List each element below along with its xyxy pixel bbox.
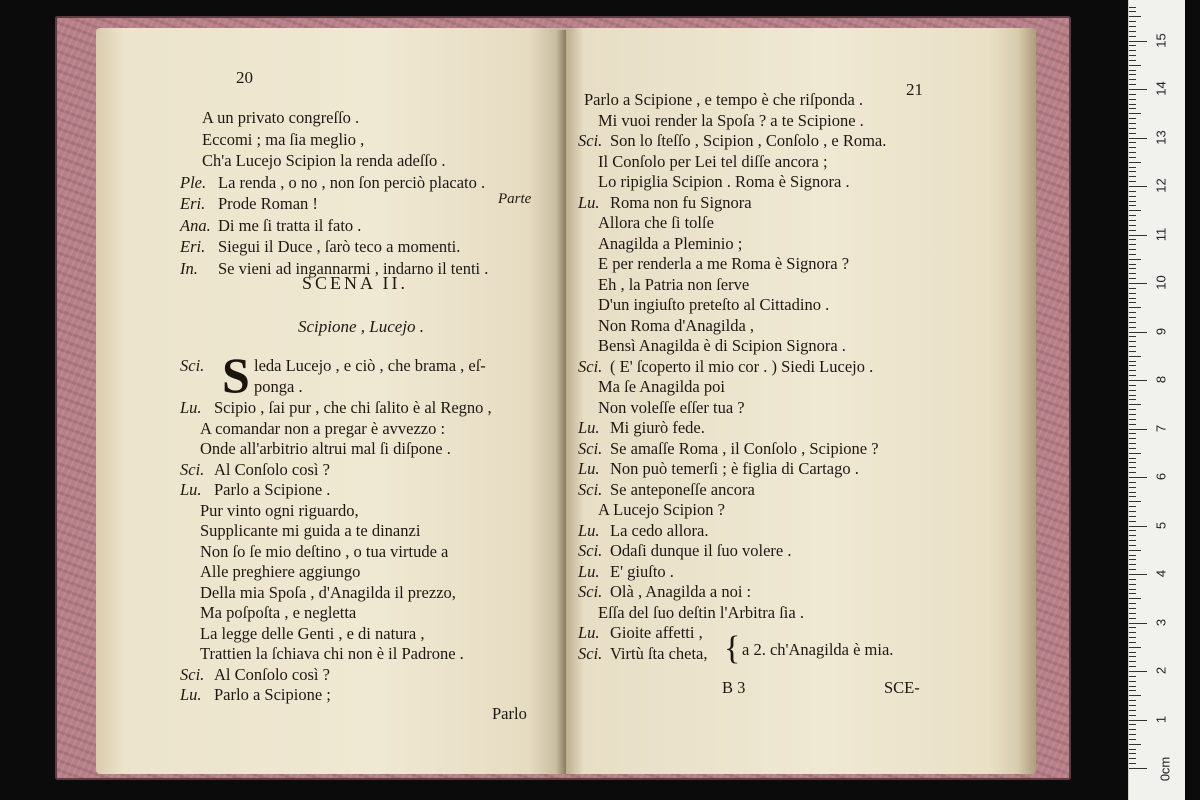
verse-line: Della mia Spoſa , d'Anagilda il prezzo, <box>200 582 456 602</box>
verse-line: Lo ripiglia Scipion . Roma è Signora . <box>598 172 850 191</box>
ruler-tick <box>1129 739 1136 740</box>
verse-line: Parlo a Scipione . <box>214 480 331 499</box>
ruler-tick <box>1129 249 1136 250</box>
signature-mark: B 3 <box>722 678 746 697</box>
ruler-tick <box>1129 734 1136 735</box>
ruler-tick <box>1129 123 1136 124</box>
ruler-tick <box>1129 108 1136 109</box>
ruler-tick <box>1129 511 1136 512</box>
ruler-tick <box>1129 608 1136 609</box>
right-page <box>566 28 1036 774</box>
ruler-tick <box>1129 467 1136 468</box>
ruler-tick <box>1129 584 1136 585</box>
ruler-tick <box>1129 637 1136 638</box>
verse-line: Scipio , ſai pur , che chi ſalito è al Regno , <box>214 398 492 417</box>
first-line: leda Lucejo , e ciò , che brama , eſ- <box>254 356 486 375</box>
ruler-tick <box>1129 487 1136 488</box>
verse-line: A Lucejo Scipion ? <box>598 500 725 519</box>
ruler-tick <box>1129 361 1136 362</box>
ruler-tick <box>1129 113 1141 114</box>
verse-line: Onde all'arbitrio altrui mal ſi diſpone . <box>200 439 451 458</box>
ruler-tick <box>1129 443 1136 444</box>
ruler-tick <box>1129 409 1136 410</box>
ruler-tick <box>1129 404 1141 405</box>
verse-line: Alle preghiere aggiungo <box>200 562 361 581</box>
ruler-number: 10 <box>1153 275 1169 290</box>
ruler-tick <box>1129 613 1136 614</box>
ruler-tick <box>1129 574 1147 575</box>
ruler-tick <box>1129 50 1136 51</box>
verse-line: Se amaſſe Roma , il Conſolo , Scipione ? <box>610 438 879 458</box>
ruler-tick <box>1129 268 1136 269</box>
ruler-tick <box>1129 569 1136 570</box>
ruler-tick <box>1129 385 1136 386</box>
speaker-label: In. <box>180 258 198 278</box>
ruler-tick <box>1129 45 1136 46</box>
ruler-tick <box>1129 36 1136 37</box>
ruler-number: 15 <box>1153 32 1169 48</box>
ruler-tick <box>1129 564 1136 565</box>
ruler-tick <box>1129 147 1136 148</box>
ruler-tick <box>1129 341 1136 342</box>
drop-cap: S <box>222 347 250 403</box>
speaker-label: Sci. <box>578 131 603 150</box>
speaker-label: Lu. <box>578 192 600 212</box>
ruler-tick <box>1129 462 1136 463</box>
ruler-tick <box>1129 128 1136 129</box>
ruler-tick <box>1129 720 1147 721</box>
ruler-number: 2 <box>1153 666 1169 675</box>
verse-line: La cedo allora. <box>610 520 709 540</box>
ruler-tick <box>1129 351 1136 352</box>
verse-line: Eſſa del ſuo deſtin l'Arbitra ſia . <box>598 602 804 622</box>
ruler-tick <box>1129 506 1136 507</box>
ruler-tick <box>1129 429 1147 430</box>
ruler-tick <box>1129 41 1147 42</box>
left-page <box>96 28 566 774</box>
verse-line: Trattien la ſchiava chi non è il Padrone . <box>200 644 464 663</box>
ruler-tick <box>1129 414 1136 415</box>
ruler-tick <box>1129 171 1136 172</box>
ruler-tick <box>1129 142 1136 143</box>
ruler-number: 7 <box>1153 424 1169 432</box>
verse-line: Siegui il Duce , ſarò teco a momenti. <box>218 237 461 256</box>
verse-line: Allora che ſi tolſe <box>598 213 714 232</box>
verse-line: Virtù ſta cheta, <box>610 643 708 663</box>
ruler-tick <box>1129 753 1136 754</box>
right-catchword: SCE- <box>884 678 920 697</box>
ruler-tick <box>1129 671 1147 672</box>
verse-line: Gioite affetti , <box>610 623 703 642</box>
speaker-label: Lu. <box>578 561 600 581</box>
verse-line: Mi vuoi render la Spoſa ? a te Scipione . <box>598 110 864 130</box>
verse-line: Non Roma d'Anagilda , <box>598 315 755 335</box>
verse-line: A un privato congreſſo . <box>202 108 360 127</box>
ruler-tick <box>1129 288 1136 289</box>
verse-line: Il Conſolo per Lei tel diſſe ancora ; <box>598 151 828 171</box>
verse-line: Supplicante mi guida a te dinanzi <box>200 521 421 540</box>
verse-line: Roma non fu Signora <box>610 192 752 212</box>
ruler-tick <box>1129 477 1147 478</box>
verse-line: Ma ſe Anagilda poi <box>598 377 725 396</box>
ruler-tick <box>1129 21 1136 22</box>
stage-direction: Parte <box>498 191 532 207</box>
ruler-tick <box>1129 312 1136 313</box>
ruler-tick <box>1129 181 1136 182</box>
verse-line: Di me ſi tratta il fato . <box>218 215 362 235</box>
ruler-tick <box>1129 196 1136 197</box>
ruler-tick <box>1129 472 1136 473</box>
ruler-tick <box>1129 666 1136 667</box>
speaker-label: Sci. <box>578 479 603 499</box>
ruler-tick <box>1129 370 1136 371</box>
ruler-tick <box>1129 254 1136 255</box>
scene-characters: Scipione , Lucejo . <box>298 317 425 336</box>
ruler-tick <box>1129 332 1147 333</box>
speaker-label: Lu. <box>578 459 600 478</box>
speaker-label: Ana. <box>180 215 211 235</box>
ruler-tick <box>1129 642 1136 643</box>
speaker-label: Sci. <box>578 438 603 458</box>
ruler-tick <box>1129 210 1141 211</box>
ruler-tick <box>1129 758 1136 759</box>
right-page-number: 21 <box>906 80 923 99</box>
verse-line: E' giuſto . <box>610 561 674 581</box>
ruler-tick <box>1129 293 1136 294</box>
verse-line: Anagilda a Pleminio ; <box>598 233 743 253</box>
verse-line: Non ſo ſe mio deſtino , o tua virtude a <box>200 541 449 561</box>
speaker-label: Sci. <box>578 582 603 601</box>
ruler-tick <box>1129 327 1136 328</box>
verse-line: Bensì Anagilda è di Scipion Signora . <box>598 336 846 355</box>
brace: { <box>724 630 741 667</box>
verse-line: Al Conſolo così ? <box>214 459 330 479</box>
verse-line: Ma poſpoſta , e negletta <box>200 603 357 622</box>
speaker-label: Lu. <box>180 685 202 704</box>
ruler-tick <box>1129 26 1136 27</box>
ruler-tick <box>1129 521 1136 522</box>
ruler-tick <box>1129 191 1136 192</box>
ruler-tick <box>1129 647 1141 648</box>
ruler-tick <box>1129 7 1136 8</box>
ruler-tick <box>1129 540 1136 541</box>
ruler-number: 14 <box>1153 81 1169 96</box>
speaker-label: Lu. <box>578 623 600 642</box>
ruler-tick <box>1129 453 1141 454</box>
ruler-tick <box>1129 555 1136 556</box>
verse-line: Non voleſſe eſſer tua ? <box>598 397 745 417</box>
ruler-number: 11 <box>1153 227 1169 241</box>
ruler-number: 6 <box>1153 472 1169 481</box>
ruler-tick <box>1129 579 1136 580</box>
speaker-label: Sci. <box>180 664 205 684</box>
ruler-tick <box>1129 259 1141 260</box>
ruler-tick <box>1129 496 1136 497</box>
verse-line: Ch'a Lucejo Scipion la renda adeſſo . <box>202 151 446 170</box>
ruler-number: 0 <box>1157 773 1173 782</box>
ruler-tick <box>1129 695 1141 696</box>
verse-line: Al Conſolo così ? <box>214 664 330 684</box>
ruler-tick <box>1129 458 1136 459</box>
ruler-tick <box>1129 375 1136 376</box>
ruler-tick <box>1129 492 1136 493</box>
ruler-tick <box>1129 133 1136 134</box>
ruler-tick <box>1129 220 1136 221</box>
ruler-tick <box>1129 239 1136 240</box>
ruler-tick <box>1129 598 1141 599</box>
ruler-tick <box>1129 278 1136 279</box>
ruler-tick <box>1129 399 1136 400</box>
ruler-tick <box>1129 632 1136 633</box>
ruler-number: 5 <box>1153 521 1169 529</box>
ruler-tick <box>1129 11 1136 12</box>
ruler-tick <box>1129 705 1136 706</box>
ruler-tick <box>1129 70 1136 71</box>
ruler-tick <box>1129 482 1136 483</box>
speaker-label: Sci. <box>180 459 205 479</box>
ruler-tick <box>1129 501 1141 502</box>
speaker-label: Sci. <box>578 643 603 663</box>
ruler-tick <box>1129 99 1136 100</box>
ruler-tick <box>1129 31 1136 32</box>
left-catchword: Parlo <box>492 704 527 723</box>
ruler-tick <box>1129 302 1136 303</box>
ruler-tick <box>1129 559 1136 560</box>
ruler-tick <box>1129 244 1136 245</box>
ruler-tick <box>1129 84 1136 85</box>
ruler-tick <box>1129 79 1136 80</box>
ruler-tick <box>1129 686 1136 687</box>
ruler-tick <box>1129 317 1136 318</box>
verse-line: A comandar non a pregar è avvezzo : <box>200 418 446 438</box>
second-line: ponga . <box>254 377 303 396</box>
ruler-tick <box>1129 273 1136 274</box>
ruler-tick <box>1129 167 1136 168</box>
ruler-tick <box>1129 336 1136 337</box>
ruler-tick <box>1129 438 1136 439</box>
ruler-tick <box>1129 157 1136 158</box>
ruler-tick <box>1129 516 1136 517</box>
verse-line: Eccomi ; ma ſia meglio , <box>202 129 365 149</box>
first-speaker: Sci. <box>180 356 205 375</box>
ruler-tick <box>1129 433 1136 434</box>
ruler-number: 9 <box>1153 327 1169 335</box>
ruler-tick <box>1129 749 1136 750</box>
ruler-tick <box>1129 283 1147 284</box>
ruler-tick <box>1129 419 1136 420</box>
speaker-label: Lu. <box>578 520 600 540</box>
verse-line: D'un ingiuſto preteſto al Cittadino . <box>598 295 830 314</box>
ruler-tick <box>1129 94 1136 95</box>
ruler-tick <box>1129 448 1136 449</box>
ruler-number: 13 <box>1153 129 1169 145</box>
ruler-tick <box>1129 623 1147 624</box>
speaker-label: Eri. <box>180 194 206 213</box>
ruler-tick <box>1129 530 1136 531</box>
ruler-tick <box>1129 380 1147 381</box>
ruler-tick <box>1129 264 1136 265</box>
ruler-tick <box>1129 729 1136 730</box>
ruler-tick <box>1129 661 1136 662</box>
ruler-tick <box>1129 535 1136 536</box>
verse-line: Parlo a Scipione ; <box>214 685 331 704</box>
ruler-tick <box>1129 298 1136 299</box>
ruler-tick <box>1129 152 1136 153</box>
verse-line: ( E' ſcoperto il mio cor . ) Siedi Lucejo . <box>610 356 874 376</box>
ruler-number: 12 <box>1153 178 1169 193</box>
speaker-label: Lu. <box>578 418 600 437</box>
ruler-tick <box>1129 656 1136 657</box>
verse-line: Non può temerſi ; è figlia di Cartago . <box>610 459 859 478</box>
verse-line: La legge delle Genti , e di natura , <box>200 623 425 643</box>
ruler-tick <box>1129 65 1141 66</box>
verse-line: E per renderla a me Roma è Signora ? <box>598 254 850 273</box>
ruler-tick <box>1129 162 1141 163</box>
speaker-label: Sci. <box>578 541 603 560</box>
verse-line: Prode Roman ! <box>218 194 318 213</box>
verse-line: La renda , o no , non ſon perciò placato . <box>218 172 486 192</box>
ruler-tick <box>1129 652 1136 653</box>
ruler-tick <box>1129 763 1136 764</box>
ruler-tick <box>1129 768 1147 769</box>
ruler-tick <box>1129 201 1136 202</box>
ruler-tick <box>1129 744 1141 745</box>
ruler-tick <box>1129 60 1136 61</box>
ruler-tick <box>1129 307 1141 308</box>
ruler-tick <box>1129 118 1136 119</box>
ruler-tick <box>1129 186 1147 187</box>
ruler-tick <box>1129 603 1136 604</box>
ruler-tick <box>1129 225 1136 226</box>
ruler-number: 3 <box>1153 618 1169 626</box>
measuring-ruler <box>1128 0 1185 800</box>
ruler-tick <box>1129 89 1147 90</box>
ruler-tick <box>1129 16 1141 17</box>
ruler-tick <box>1129 627 1136 628</box>
ruler-tick <box>1129 550 1141 551</box>
scene-title: SCENA II. <box>302 273 409 293</box>
speaker-label: Sci. <box>578 356 603 376</box>
ruler-tick <box>1129 589 1136 590</box>
ruler-tick <box>1129 526 1147 527</box>
ruler-tick <box>1129 104 1136 105</box>
ruler-tick <box>1129 55 1136 56</box>
ruler-tick <box>1129 215 1136 216</box>
ruler-tick <box>1129 176 1136 177</box>
ruler-tick <box>1129 690 1136 691</box>
ruler-tick <box>1129 322 1136 323</box>
speaker-label: Lu. <box>180 480 202 499</box>
ruler-number: 8 <box>1153 375 1169 384</box>
ruler-tick <box>1129 74 1136 75</box>
ruler-tick <box>1129 681 1136 682</box>
speaker-label: Eri. <box>180 237 206 256</box>
ruler-unit: cm <box>1157 756 1173 775</box>
ruler-tick <box>1129 390 1136 391</box>
ruler-tick <box>1129 710 1136 711</box>
verse-line: Odaſi dunque il ſuo volere . <box>610 541 792 560</box>
ruler-tick <box>1129 724 1136 725</box>
ruler-tick <box>1129 365 1136 366</box>
ruler-tick <box>1129 356 1141 357</box>
verse-line: Se vieni ad ingannarmi , indarno il tenti . <box>218 258 489 278</box>
ruler-tick <box>1129 346 1136 347</box>
ruler-tick <box>1129 205 1136 206</box>
ruler-tick <box>1129 700 1136 701</box>
verse-line: Eh , la Patria non ſerve <box>598 274 750 294</box>
ruler-tick <box>1129 235 1147 236</box>
verse-line: Olà , Anagilda a noi : <box>610 582 752 601</box>
verse-line: Mi giurò fede. <box>610 418 705 437</box>
speaker-label: Lu. <box>180 398 202 417</box>
left-page-number: 20 <box>236 68 253 87</box>
verse-line: Son lo ſteſſo , Scipion , Conſolo , e Roma. <box>610 131 887 150</box>
ruler-number: 1 <box>1153 715 1169 723</box>
ruler-tick <box>1129 424 1136 425</box>
ruler-tick <box>1129 138 1147 139</box>
ruler-tick <box>1129 395 1136 396</box>
speaker-label: Ple. <box>180 172 207 192</box>
ruler-tick <box>1129 676 1136 677</box>
verse-line: Parlo a Scipione , e tempo è che riſponda . <box>584 90 864 109</box>
ruler-tick <box>1129 545 1136 546</box>
ruler-tick <box>1129 593 1136 594</box>
a2-text: a 2. ch'Anagilda è mia. <box>742 640 894 659</box>
verse-line: Pur vinto ogni riguardo, <box>200 500 359 520</box>
ruler-tick <box>1129 230 1136 231</box>
ruler-number: 4 <box>1153 569 1169 578</box>
ruler-tick <box>1129 618 1136 619</box>
ruler-tick <box>1129 715 1136 716</box>
verse-line: Se anteponeſſe ancora <box>610 479 755 499</box>
